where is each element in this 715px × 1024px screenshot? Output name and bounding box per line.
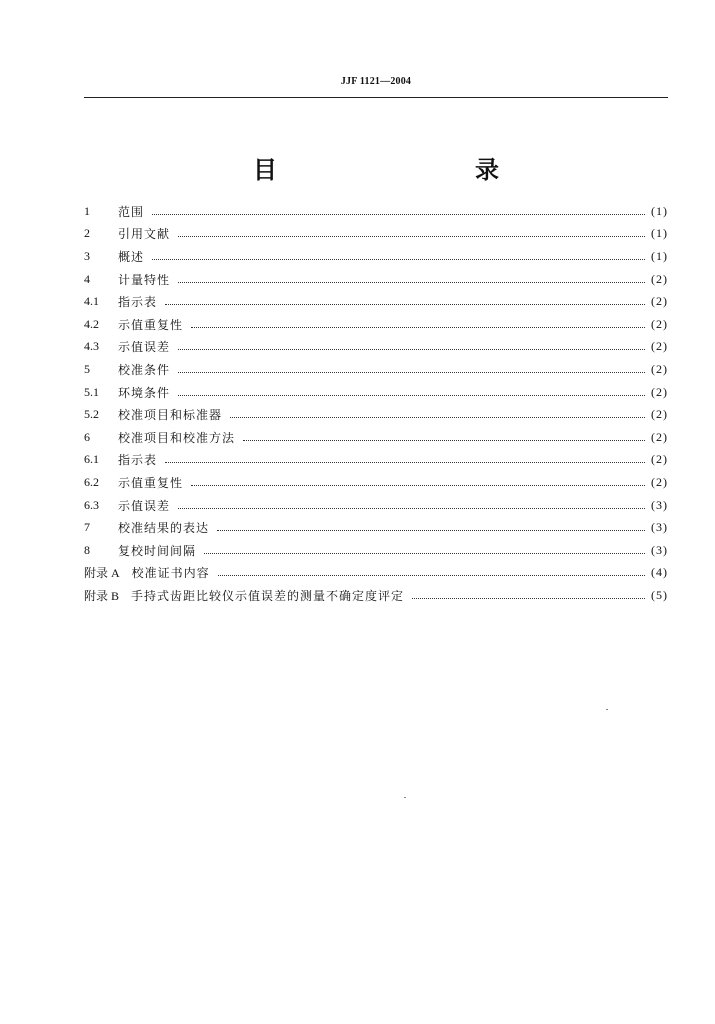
dot-leader	[178, 349, 645, 350]
toc-entry-number: 6.1	[84, 452, 99, 467]
toc-entry-page: (2)	[651, 452, 668, 467]
toc-entry-number: 2	[84, 226, 90, 241]
toc-entry-6	[84, 426, 668, 449]
toc-entry-number: 5	[84, 361, 90, 376]
toc-entry-number: 3	[84, 248, 90, 263]
toc-entry-label: 示值误差	[118, 498, 171, 513]
toc-entry-page: (3)	[651, 497, 668, 512]
toc-entry-6-1	[84, 449, 668, 472]
toc-entry-1	[84, 200, 668, 223]
toc-entry-page: (3)	[651, 520, 668, 535]
toc-entry-page: (2)	[651, 294, 668, 309]
toc-entry-label: 校准项目和校准方法	[118, 430, 236, 445]
toc-entry-2	[84, 223, 668, 246]
toc-entry-page: (2)	[651, 271, 668, 286]
toc-entry-number: 5.1	[84, 384, 99, 399]
dot-leader	[165, 304, 645, 305]
scan-speck	[404, 797, 406, 798]
dot-leader	[165, 462, 645, 463]
toc-entry-number: 1	[84, 203, 90, 218]
dot-leader	[218, 575, 645, 576]
toc-entry-page: (1)	[651, 248, 668, 263]
toc-entry-number: 6.3	[84, 497, 99, 512]
toc-entry-page: (4)	[651, 565, 668, 580]
toc-entry-number: 附录 A	[84, 566, 120, 581]
toc-entry-page: (5)	[651, 587, 668, 602]
toc-entry-appendix-b	[84, 584, 668, 607]
dot-leader	[191, 485, 645, 486]
dot-leader	[178, 395, 645, 396]
toc-entry-label: 示值误差	[118, 340, 171, 355]
toc-entry-number: 4	[84, 271, 90, 286]
toc-entry-label: 指示表	[118, 295, 158, 310]
toc-entry-page: (1)	[651, 226, 668, 241]
toc-entry-5-2	[84, 403, 668, 426]
toc-entry-5-1	[84, 381, 668, 404]
toc-entry-label: 示值重复性	[118, 475, 184, 490]
dot-leader	[412, 598, 645, 599]
toc-entry-4-3	[84, 336, 668, 359]
toc-entry-number: 7	[84, 520, 90, 535]
toc-entry-page: (3)	[651, 542, 668, 557]
toc-entry-number: 附录 B	[84, 588, 120, 603]
toc-entry-page: (2)	[651, 474, 668, 489]
toc-entry-page: (2)	[651, 339, 668, 354]
toc-entry-number: 4.3	[84, 339, 99, 354]
toc-entry-4-2	[84, 313, 668, 336]
toc-entry-page: (2)	[651, 384, 668, 399]
toc-entry-label: 计量特性	[118, 272, 171, 287]
scan-speck	[606, 709, 608, 710]
toc-entry-6-3	[84, 494, 668, 517]
toc-entry-page: (2)	[651, 361, 668, 376]
toc-entry-page: (2)	[651, 429, 668, 444]
dot-leader	[152, 214, 645, 215]
toc-entry-label: 概述	[118, 249, 145, 264]
toc-entry-4-1	[84, 290, 668, 313]
dot-leader	[217, 530, 645, 531]
toc-entry-label: 范围	[118, 204, 145, 219]
toc-entry-label: 复校时间间隔	[118, 543, 197, 558]
toc-entry-number: 4.2	[84, 316, 99, 331]
dot-leader	[152, 259, 645, 260]
dot-leader	[204, 553, 645, 554]
dot-leader	[191, 327, 645, 328]
dot-leader	[178, 508, 645, 509]
toc-entry-3	[84, 245, 668, 268]
table-of-contents	[84, 200, 668, 607]
toc-entry-label: 校准条件	[118, 362, 171, 377]
toc-entry-label: 指示表	[118, 453, 158, 468]
dot-leader	[178, 372, 645, 373]
toc-entry-5	[84, 358, 668, 381]
dot-leader	[178, 236, 645, 237]
toc-entry-label: 引用文献	[118, 227, 171, 242]
toc-entry-page: (2)	[651, 316, 668, 331]
toc-entry-number: 8	[84, 542, 90, 557]
toc-entry-7	[84, 516, 668, 539]
toc-entry-number: 4.1	[84, 294, 99, 309]
toc-entry-label: 校准项目和标准器	[118, 408, 223, 423]
dot-leader	[178, 282, 645, 283]
toc-entry-number: 6	[84, 429, 90, 444]
toc-entry-page: (1)	[651, 203, 668, 218]
toc-entry-4	[84, 268, 668, 291]
toc-entry-6-2	[84, 471, 668, 494]
page-title: 目 录	[253, 156, 549, 184]
toc-entry-label: 校准结果的表达	[118, 521, 210, 536]
toc-entry-label: 环境条件	[118, 385, 171, 400]
toc-entry-label: 示值重复性	[118, 317, 184, 332]
header-divider	[84, 97, 668, 98]
toc-entry-number: 5.2	[84, 407, 99, 422]
toc-entry-number: 6.2	[84, 474, 99, 489]
dot-leader	[243, 440, 645, 441]
toc-entry-label: 手持式齿距比较仪示值误差的测量不确定度评定	[131, 588, 405, 603]
dot-leader	[230, 417, 645, 418]
toc-entry-appendix-a	[84, 562, 668, 585]
document-code-header: JJF 1121—2004	[340, 76, 412, 87]
toc-entry-label: 校准证书内容	[131, 566, 210, 581]
toc-entry-8	[84, 539, 668, 562]
toc-entry-page: (2)	[651, 407, 668, 422]
